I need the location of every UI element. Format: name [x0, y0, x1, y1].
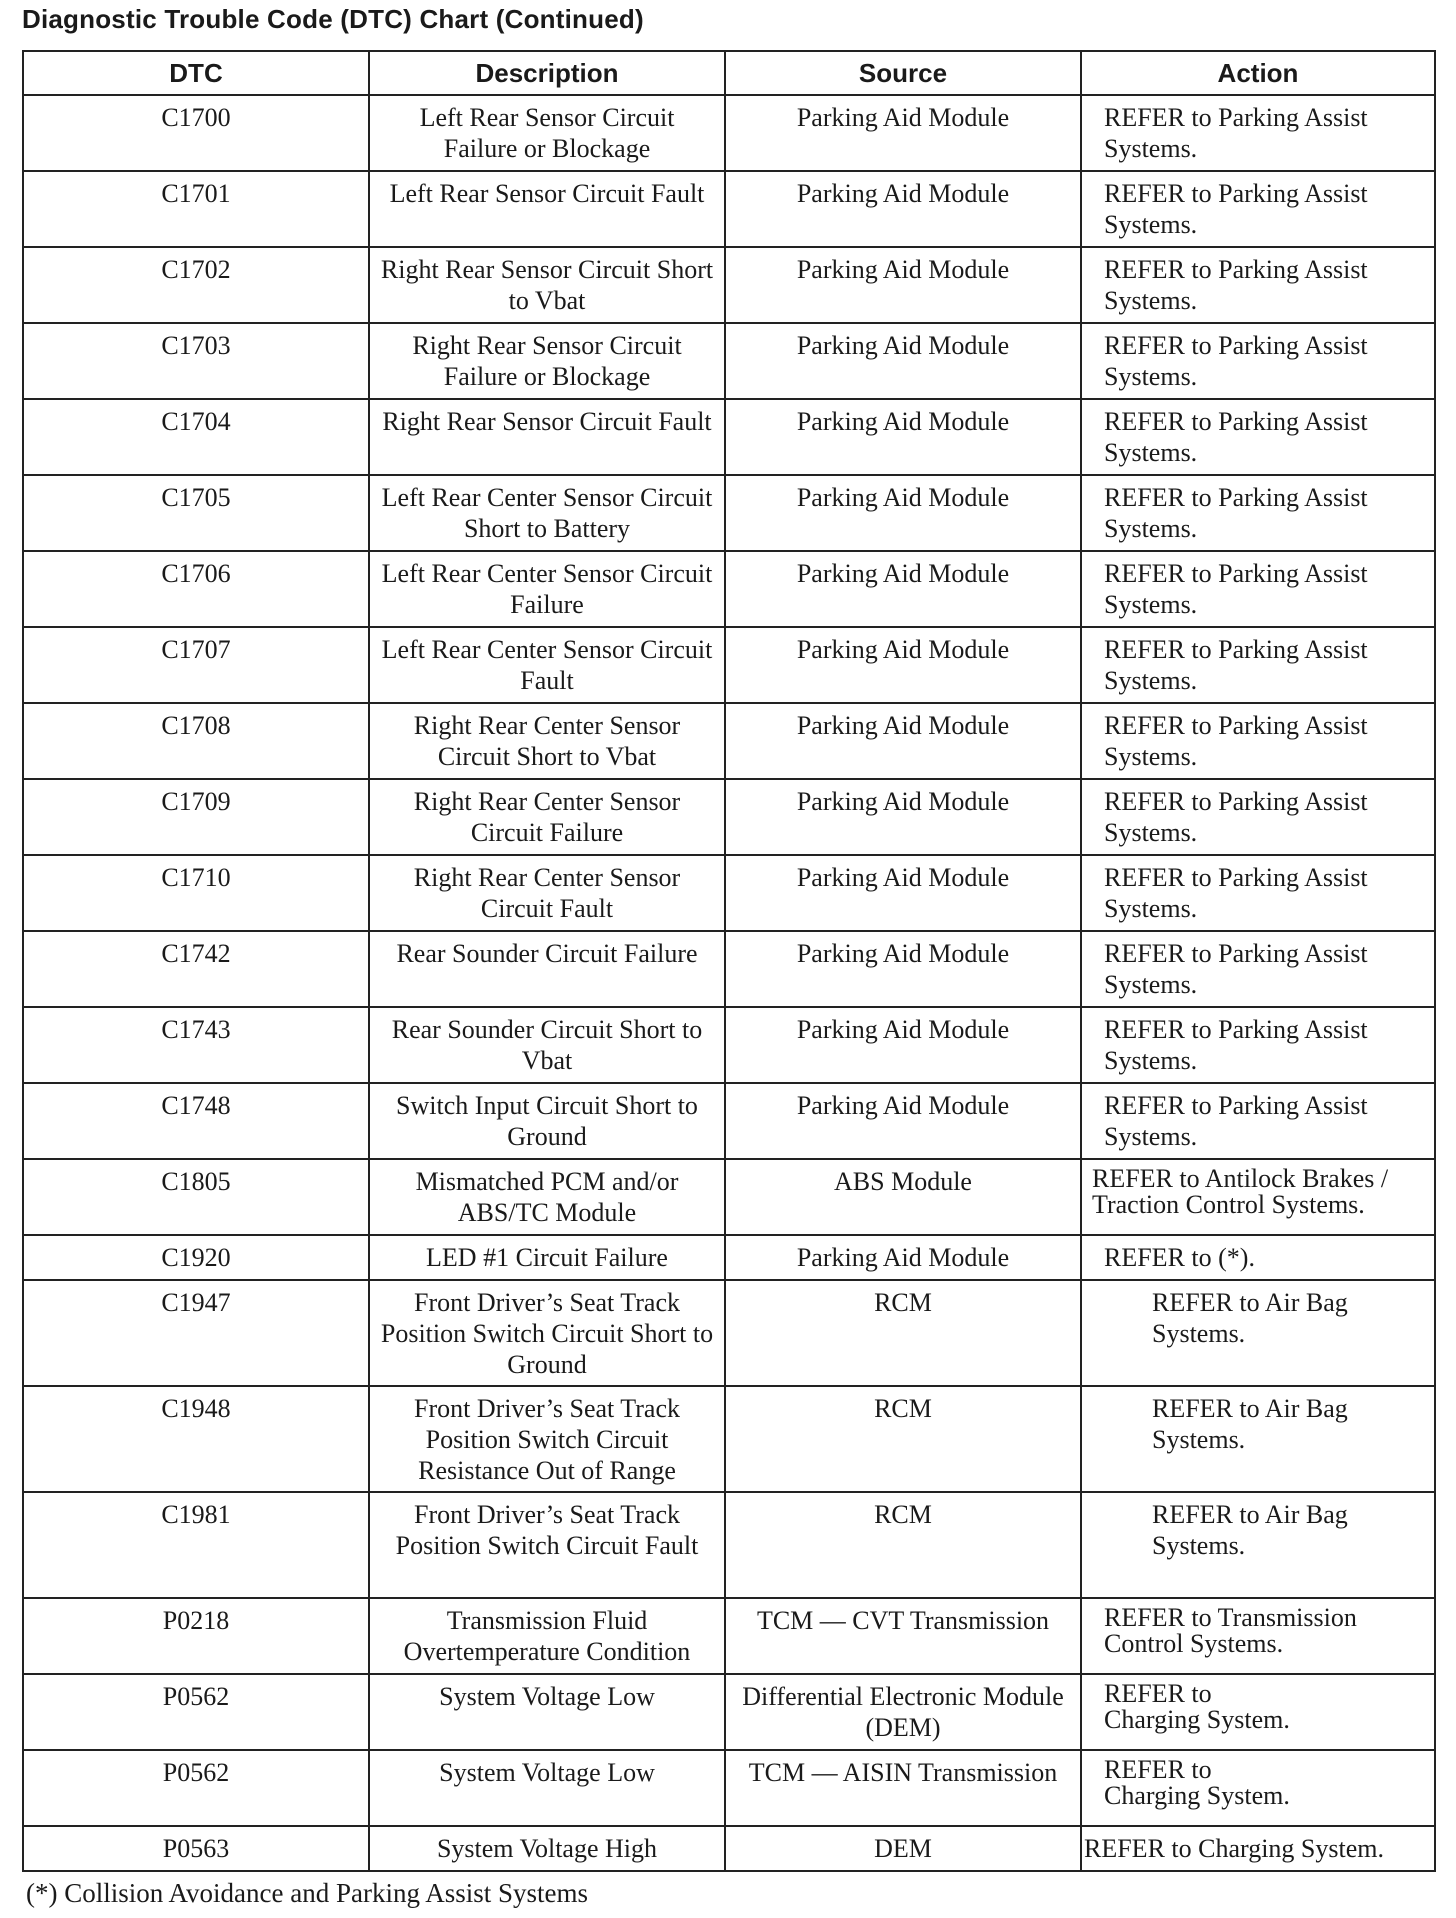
dtc-table — [22, 50, 1436, 1872]
dtc-code: C1805 — [23, 1159, 369, 1235]
dtc-source: Parking Aid Module — [725, 1235, 1081, 1280]
table-row — [23, 1492, 1435, 1598]
dtc-source: RCM — [725, 1492, 1081, 1598]
footnote: (*) Collision Avoidance and Parking Assist Systems — [26, 1878, 588, 1908]
table-row — [23, 551, 1435, 627]
dtc-action: REFER to Parking Assist Systems. — [1081, 95, 1435, 171]
dtc-code: C1705 — [23, 475, 369, 551]
dtc-code: C1707 — [23, 627, 369, 703]
dtc-code: C1700 — [23, 95, 369, 171]
dtc-code: C1748 — [23, 1083, 369, 1159]
dtc-source: DEM — [725, 1826, 1081, 1871]
dtc-description: Switch Input Circuit Short to Ground — [369, 1083, 725, 1159]
table-row — [23, 1826, 1435, 1871]
header-source: Source — [725, 51, 1081, 95]
dtc-action: REFER to Air Bag Systems. — [1081, 1492, 1435, 1598]
dtc-source: Parking Aid Module — [725, 1083, 1081, 1159]
dtc-code: C1920 — [23, 1235, 369, 1280]
dtc-source: Parking Aid Module — [725, 475, 1081, 551]
dtc-source: RCM — [725, 1386, 1081, 1492]
dtc-source: Parking Aid Module — [725, 247, 1081, 323]
dtc-code: C1704 — [23, 399, 369, 475]
table-row — [23, 931, 1435, 1007]
table-row — [23, 475, 1435, 551]
dtc-action: REFER to Parking Assist Systems. — [1081, 1083, 1435, 1159]
dtc-action: REFER to Antilock Brakes / Traction Control Systems. — [1081, 1159, 1435, 1235]
header-dtc: DTC — [23, 51, 369, 95]
table-row — [23, 1280, 1435, 1386]
table-row — [23, 1159, 1435, 1235]
dtc-code: C1742 — [23, 931, 369, 1007]
dtc-action: REFER to Parking Assist Systems. — [1081, 1007, 1435, 1083]
dtc-source: Parking Aid Module — [725, 171, 1081, 247]
dtc-action: REFER to Parking Assist Systems. — [1081, 475, 1435, 551]
table-row — [23, 1598, 1435, 1674]
table-row — [23, 703, 1435, 779]
dtc-action: REFER to Parking Assist Systems. — [1081, 171, 1435, 247]
dtc-description: System Voltage Low — [369, 1674, 725, 1750]
table-row — [23, 95, 1435, 171]
dtc-source: Parking Aid Module — [725, 323, 1081, 399]
dtc-source: TCM — CVT Transmission — [725, 1598, 1081, 1674]
dtc-code: C1743 — [23, 1007, 369, 1083]
dtc-action: REFER to Parking Assist Systems. — [1081, 703, 1435, 779]
dtc-code: C1701 — [23, 171, 369, 247]
table-row — [23, 247, 1435, 323]
dtc-action: REFER to Parking Assist Systems. — [1081, 931, 1435, 1007]
dtc-source: TCM — AISIN Transmission — [725, 1750, 1081, 1826]
dtc-action: REFER to Parking Assist Systems. — [1081, 627, 1435, 703]
dtc-code: C1702 — [23, 247, 369, 323]
dtc-source: Parking Aid Module — [725, 399, 1081, 475]
dtc-source: RCM — [725, 1280, 1081, 1386]
dtc-action: REFER to Air Bag Systems. — [1081, 1386, 1435, 1492]
dtc-description: System Voltage High — [369, 1826, 725, 1871]
dtc-code: P0563 — [23, 1826, 369, 1871]
dtc-action: REFER to (*). — [1081, 1235, 1435, 1280]
table-row — [23, 323, 1435, 399]
dtc-action: REFER to Parking Assist Systems. — [1081, 323, 1435, 399]
dtc-code: C1948 — [23, 1386, 369, 1492]
dtc-description: Right Rear Sensor Circuit Short to Vbat — [369, 247, 725, 323]
table-row — [23, 779, 1435, 855]
dtc-description: Left Rear Center Sensor Circuit Short to Battery — [369, 475, 725, 551]
dtc-description: Left Rear Center Sensor Circuit Failure — [369, 551, 725, 627]
header-description: Description — [369, 51, 725, 95]
table-row — [23, 855, 1435, 931]
dtc-code: C1706 — [23, 551, 369, 627]
dtc-action: REFER to Charging System. — [1081, 1750, 1435, 1826]
dtc-description: Front Driver’s Seat Track Position Switch Circuit Fault — [369, 1492, 725, 1598]
dtc-description: Right Rear Sensor Circuit Failure or Blockage — [369, 323, 725, 399]
dtc-description: Right Rear Center Sensor Circuit Short to Vbat — [369, 703, 725, 779]
dtc-code: C1703 — [23, 323, 369, 399]
dtc-code: P0562 — [23, 1674, 369, 1750]
dtc-action: REFER to Charging System. — [1081, 1674, 1435, 1750]
page-title: Diagnostic Trouble Code (DTC) Chart (Continued) — [22, 4, 644, 34]
dtc-source: Parking Aid Module — [725, 95, 1081, 171]
dtc-action: REFER to Parking Assist Systems. — [1081, 247, 1435, 323]
dtc-description: System Voltage Low — [369, 1750, 725, 1826]
dtc-source: ABS Module — [725, 1159, 1081, 1235]
table-row — [23, 1386, 1435, 1492]
dtc-code: C1981 — [23, 1492, 369, 1598]
dtc-action: REFER to Air Bag Systems. — [1081, 1280, 1435, 1386]
dtc-code: C1709 — [23, 779, 369, 855]
table-row — [23, 399, 1435, 475]
dtc-source: Parking Aid Module — [725, 703, 1081, 779]
dtc-description: Right Rear Center Sensor Circuit Failure — [369, 779, 725, 855]
table-row — [23, 1007, 1435, 1083]
dtc-code: P0562 — [23, 1750, 369, 1826]
dtc-description: Mismatched PCM and/or ABS/TC Module — [369, 1159, 725, 1235]
dtc-description: LED #1 Circuit Failure — [369, 1235, 725, 1280]
dtc-description: Front Driver’s Seat Track Position Switch Circuit Short to Ground — [369, 1280, 725, 1386]
table-row — [23, 1674, 1435, 1750]
dtc-source: Parking Aid Module — [725, 551, 1081, 627]
dtc-code: C1708 — [23, 703, 369, 779]
dtc-code: C1947 — [23, 1280, 369, 1386]
table-row — [23, 171, 1435, 247]
dtc-action: REFER to Parking Assist Systems. — [1081, 779, 1435, 855]
dtc-description: Rear Sounder Circuit Failure — [369, 931, 725, 1007]
dtc-source: Parking Aid Module — [725, 1007, 1081, 1083]
dtc-source: Parking Aid Module — [725, 779, 1081, 855]
dtc-action: REFER to Charging System. — [1081, 1826, 1435, 1871]
dtc-description: Left Rear Center Sensor Circuit Fault — [369, 627, 725, 703]
dtc-action: REFER to Transmission Control Systems. — [1081, 1598, 1435, 1674]
dtc-description: Left Rear Sensor Circuit Failure or Blockage — [369, 95, 725, 171]
header-action: Action — [1081, 51, 1435, 95]
dtc-action: REFER to Parking Assist Systems. — [1081, 551, 1435, 627]
dtc-code: P0218 — [23, 1598, 369, 1674]
table-header-row — [23, 51, 1435, 95]
dtc-action: REFER to Parking Assist Systems. — [1081, 855, 1435, 931]
dtc-description: Front Driver’s Seat Track Position Switch Circuit Resistance Out of Range — [369, 1386, 725, 1492]
dtc-description: Rear Sounder Circuit Short to Vbat — [369, 1007, 725, 1083]
table-row — [23, 1750, 1435, 1826]
table-row — [23, 627, 1435, 703]
dtc-description: Right Rear Sensor Circuit Fault — [369, 399, 725, 475]
dtc-source: Parking Aid Module — [725, 931, 1081, 1007]
dtc-description: Transmission Fluid Overtemperature Condition — [369, 1598, 725, 1674]
dtc-action: REFER to Parking Assist Systems. — [1081, 399, 1435, 475]
dtc-description: Right Rear Center Sensor Circuit Fault — [369, 855, 725, 931]
dtc-code: C1710 — [23, 855, 369, 931]
table-row — [23, 1235, 1435, 1280]
dtc-source: Differential Electronic Module (DEM) — [725, 1674, 1081, 1750]
dtc-source: Parking Aid Module — [725, 627, 1081, 703]
table-row — [23, 1083, 1435, 1159]
dtc-source: Parking Aid Module — [725, 855, 1081, 931]
dtc-description: Left Rear Sensor Circuit Fault — [369, 171, 725, 247]
